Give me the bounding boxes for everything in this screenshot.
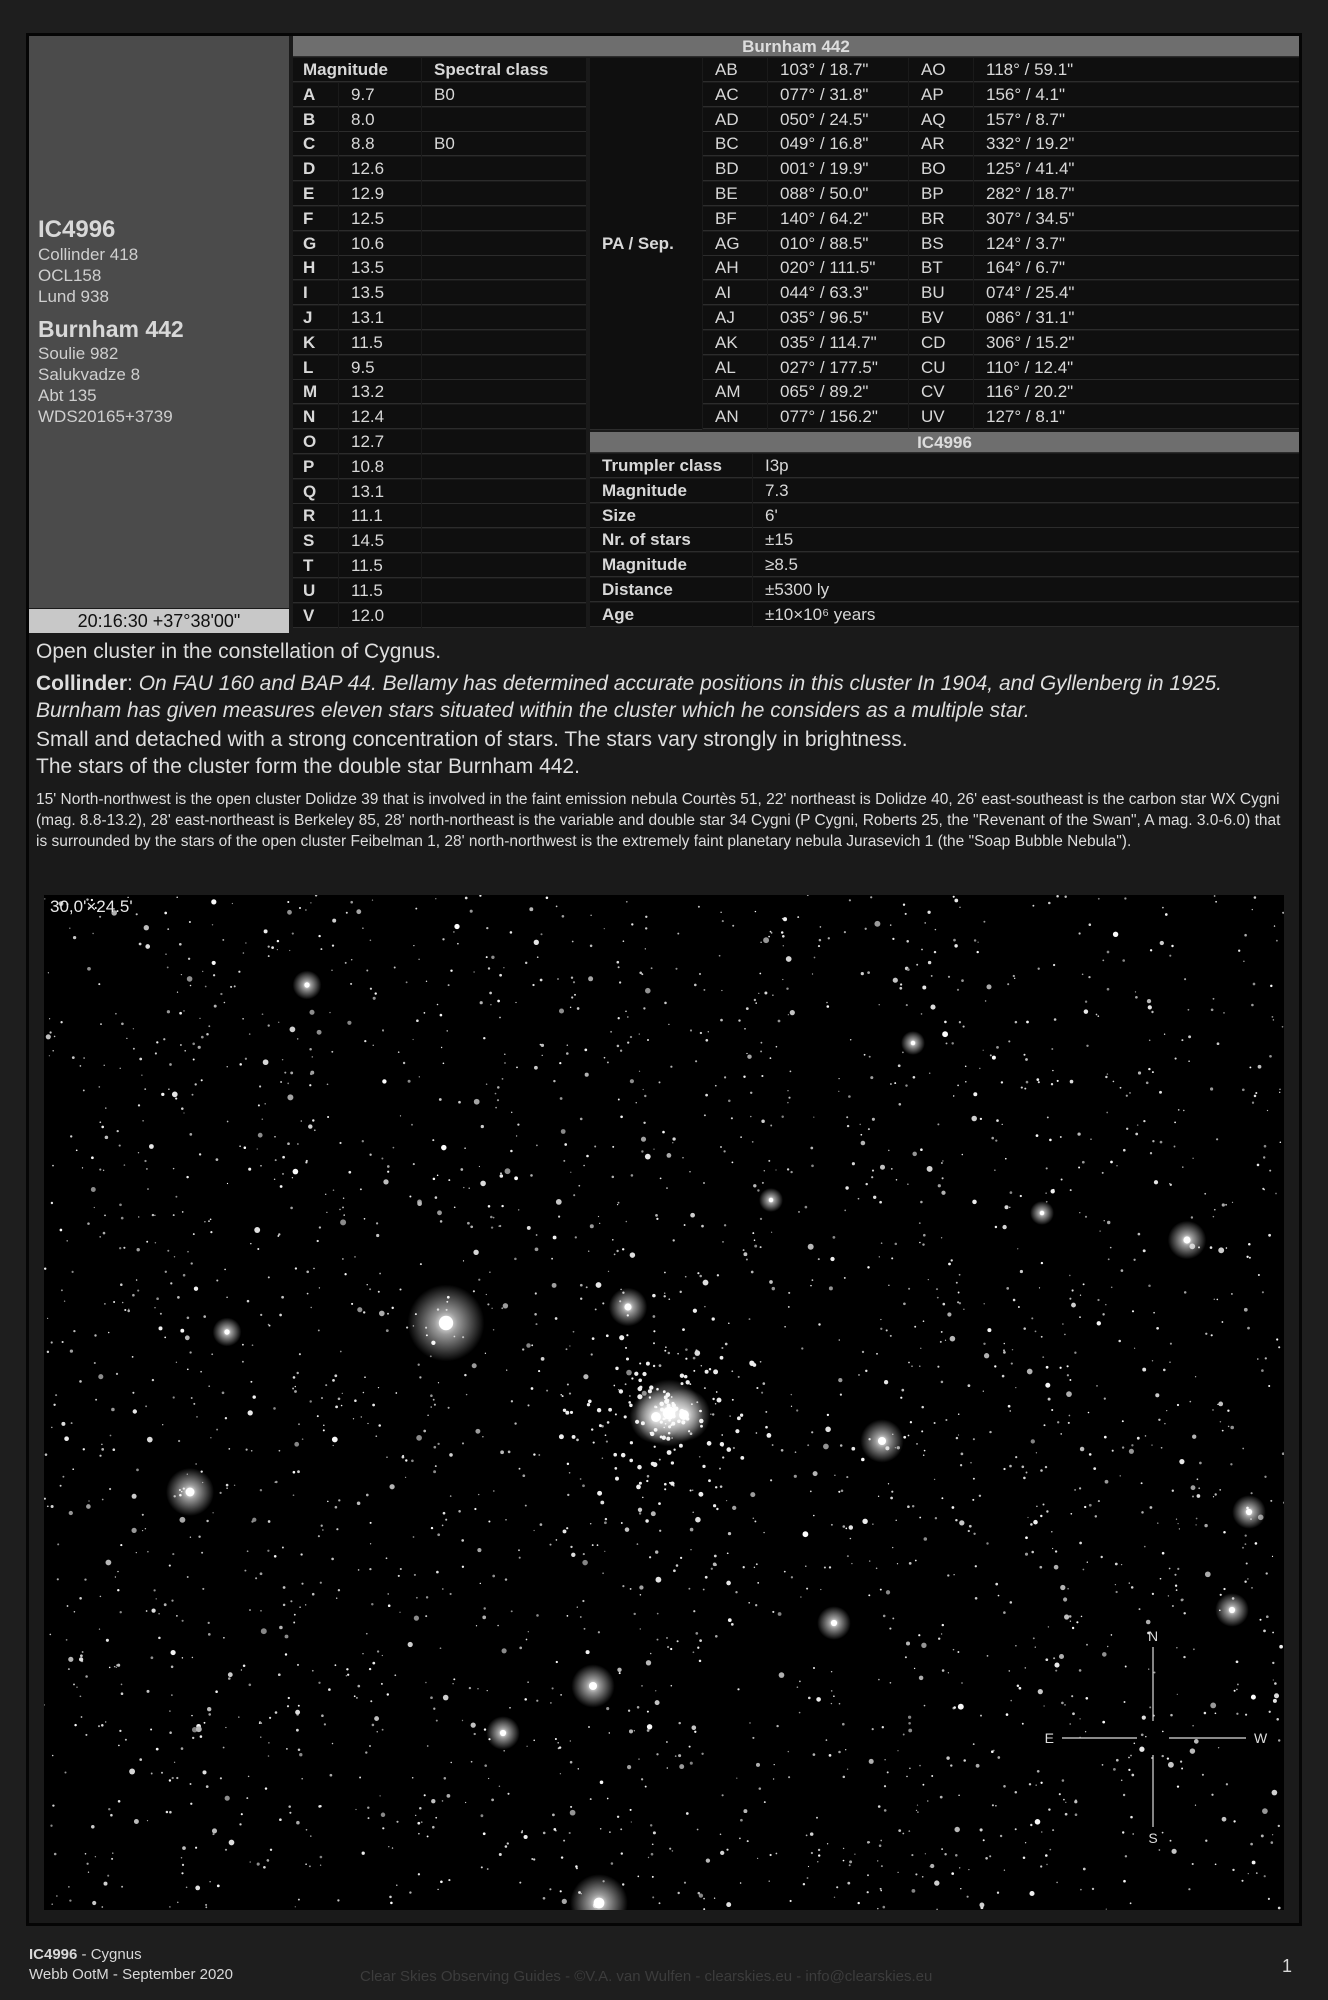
star-magnitude: 14.5 xyxy=(339,529,421,553)
star-magnitude: 8.0 xyxy=(339,108,421,132)
star-magnitude: 11.1 xyxy=(339,504,421,528)
pair-name: AO xyxy=(909,58,973,82)
pair-name: AK xyxy=(703,331,767,355)
star-letter: E xyxy=(293,182,338,206)
ic-property: Magnitude xyxy=(590,479,752,503)
pair-pa-sep: 035° / 114.7" xyxy=(768,331,908,355)
desc-line3: Small and detached with a strong concentration of stars. The stars vary strongly in brightness. xyxy=(36,728,908,751)
star-magnitude: 10.6 xyxy=(339,232,421,256)
star-spectral-class xyxy=(422,380,586,404)
desc-collinder: Collinder: On FAU 160 and BAP 44. Bellamy has determined accurate positions in this cluster In 1904, and Gyllenberg in 1925. Burnham has given measures eleven stars situated within the cluster which he considers as a multiple star. xyxy=(36,672,1222,722)
pair-pa-sep: 074° / 25.4" xyxy=(974,281,1299,305)
object-title-ic4996: IC4996 xyxy=(38,216,116,243)
star-letter: B xyxy=(293,108,338,132)
compass-w: W xyxy=(1254,1730,1268,1746)
star-letter: T xyxy=(293,554,338,578)
ic-value: 7.3 xyxy=(753,479,1299,503)
star-letter: K xyxy=(293,331,338,355)
pair-pa-sep: 077° / 156.2" xyxy=(768,405,908,429)
pair-pa-sep: 035° / 96.5" xyxy=(768,306,908,330)
pair-pa-sep: 001° / 19.9" xyxy=(768,157,908,181)
desc-intro: Open cluster in the constellation of Cygnus. xyxy=(36,640,442,663)
pair-name: BE xyxy=(703,182,767,206)
star-magnitude: 13.5 xyxy=(339,281,421,305)
compass-rose xyxy=(1062,1647,1246,1827)
pair-name: CU xyxy=(909,356,973,380)
object-title-burnham: Burnham 442 xyxy=(38,316,184,342)
pair-name: AN xyxy=(703,405,767,429)
star-letter: G xyxy=(293,232,338,256)
pair-pa-sep: 077° / 31.8" xyxy=(768,83,908,107)
pair-pa-sep: 140° / 64.2" xyxy=(768,207,908,231)
alt-name: Lund 938 xyxy=(38,287,109,306)
star-spectral-class: B0 xyxy=(422,132,586,156)
pair-pa-sep: 125° / 41.4" xyxy=(974,157,1299,181)
pair-pa-sep: 127° / 8.1" xyxy=(974,405,1299,429)
pair-name: BU xyxy=(909,281,973,305)
pair-pa-sep: 065° / 89.2" xyxy=(768,380,908,404)
star-spectral-class xyxy=(422,108,586,132)
star-magnitude: 12.9 xyxy=(339,182,421,206)
pair-pa-sep: 307° / 34.5" xyxy=(974,207,1299,231)
alt-name: Abt 135 xyxy=(38,386,97,405)
pair-name: UV xyxy=(909,405,973,429)
star-spectral-class xyxy=(422,207,586,231)
star-spectral-class xyxy=(422,529,586,553)
collinder-text: On FAU 160 and BAP 44. Bellamy has determined accurate positions in this cluster In 1904, and Gyllenberg in 1925. Burnham has given measures eleven stars situated within the cluster which he considers as a multiple star. xyxy=(36,672,1222,722)
ic-value: ≥8.5 xyxy=(753,553,1299,577)
pair-pa-sep: 110° / 12.4" xyxy=(974,356,1299,380)
pair-name: BT xyxy=(909,256,973,280)
pair-name: AQ xyxy=(909,108,973,132)
star-magnitude: 13.2 xyxy=(339,380,421,404)
pair-name: BD xyxy=(703,157,767,181)
pair-name: BP xyxy=(909,182,973,206)
spectral-col-header: Spectral class xyxy=(422,58,586,82)
star-magnitude: 12.7 xyxy=(339,430,421,454)
star-spectral-class: B0 xyxy=(422,83,586,107)
star-letter: V xyxy=(293,604,338,628)
pair-pa-sep: 044° / 63.3" xyxy=(768,281,908,305)
pair-name: AP xyxy=(909,83,973,107)
footer-title xyxy=(29,1946,142,1963)
star-letter: O xyxy=(293,430,338,454)
pair-name: AI xyxy=(703,281,767,305)
ic-value: ±15 xyxy=(753,528,1299,552)
alt-name: Soulie 982 xyxy=(38,344,119,363)
star-field xyxy=(44,895,1284,1910)
footer-credit: Clear Skies Observing Guides - ©V.A. van Wulfen - clearskies.eu - info@clearskies.eu xyxy=(360,1968,933,1985)
star-spectral-class xyxy=(422,579,586,603)
pair-name: BC xyxy=(703,132,767,156)
ic-property: Distance xyxy=(590,578,752,602)
ic-property: Size xyxy=(590,504,752,528)
star-letter: L xyxy=(293,356,338,380)
star-letter: C xyxy=(293,132,338,156)
pair-name: AC xyxy=(703,83,767,107)
pair-name: BR xyxy=(909,207,973,231)
pair-name: AH xyxy=(703,256,767,280)
star-magnitude: 13.1 xyxy=(339,306,421,330)
pair-pa-sep: 164° / 6.7" xyxy=(974,256,1299,280)
star-magnitude: 13.5 xyxy=(339,256,421,280)
field-of-view: 30,0'×24.5' xyxy=(50,897,133,916)
footer-constellation: - Cygnus xyxy=(77,1946,142,1963)
star-magnitude: 12.6 xyxy=(339,157,421,181)
star-spectral-class xyxy=(422,331,586,355)
star-letter: R xyxy=(293,504,338,528)
pair-pa-sep: 282° / 18.7" xyxy=(974,182,1299,206)
ic-value: 6' xyxy=(753,504,1299,528)
star-field-image xyxy=(44,895,1284,1910)
pa-sep-label: PA / Sep. xyxy=(590,58,702,430)
pair-pa-sep: 049° / 16.8" xyxy=(768,132,908,156)
pair-pa-sep: 118° / 59.1" xyxy=(974,58,1299,82)
ic-value: ±10×10⁶ years xyxy=(753,603,1299,627)
star-spectral-class xyxy=(422,157,586,181)
star-magnitude: 9.5 xyxy=(339,356,421,380)
pair-pa-sep: 027° / 177.5" xyxy=(768,356,908,380)
pair-name: BS xyxy=(909,232,973,256)
ic-property: Trumpler class xyxy=(590,454,752,478)
star-magnitude: 11.5 xyxy=(339,579,421,603)
star-spectral-class xyxy=(422,256,586,280)
pair-pa-sep: 086° / 31.1" xyxy=(974,306,1299,330)
star-magnitude: 9.7 xyxy=(339,83,421,107)
star-spectral-class xyxy=(422,455,586,479)
ic-property: Nr. of stars xyxy=(590,528,752,552)
footer-object: IC4996 xyxy=(29,1946,78,1963)
compass-e: E xyxy=(1044,1730,1054,1746)
desc-neighbourhood: 15' North-northwest is the open cluster Dolidze 39 that is involved in the faint emission nebula Courtès 51, 22' northeast is Dolidze 40, 26' east-southeast is the carbon star WX Cygni (mag. 8.8-13.2), 28' east-northeast is Berkeley 85, 28' north-northeast is the variable and double star 34 Cygni (P Cygni, Roberts 25, the "Revenant of the Swan", A mag. 3.0-6.0) that is surrounded by the stars of the open cluster Feibelman 1, 28' north-northwest is the extremely faint planetary nebula Jurasevich 1 (the "Soap Bubble Nebula"). xyxy=(36,791,1281,850)
star-spectral-class xyxy=(422,554,586,578)
pair-name: BV xyxy=(909,306,973,330)
star-letter: F xyxy=(293,207,338,231)
ic-value: ±5300 ly xyxy=(753,578,1299,602)
desc-line4: The stars of the cluster form the double star Burnham 442. xyxy=(36,755,580,778)
star-magnitude: 10.8 xyxy=(339,455,421,479)
ic-property: Age xyxy=(590,603,752,627)
star-letter: J xyxy=(293,306,338,330)
star-letter: S xyxy=(293,529,338,553)
alt-name: OCL158 xyxy=(38,266,102,285)
star-letter: U xyxy=(293,579,338,603)
burnham-header: Burnham 442 xyxy=(293,36,1299,57)
pair-pa-sep: 332° / 19.2" xyxy=(974,132,1299,156)
pair-name: CV xyxy=(909,380,973,404)
collinder-label: Collinder xyxy=(36,672,128,695)
star-spectral-class xyxy=(422,430,586,454)
star-letter: M xyxy=(293,380,338,404)
footer-subtitle: Webb OotM - September 2020 xyxy=(29,1966,233,1983)
star-magnitude: 11.5 xyxy=(339,554,421,578)
star-letter: P xyxy=(293,455,338,479)
pair-pa-sep: 010° / 88.5" xyxy=(768,232,908,256)
alt-name: WDS20165+3739 xyxy=(38,407,173,426)
pair-pa-sep: 050° / 24.5" xyxy=(768,108,908,132)
pair-name: AB xyxy=(703,58,767,82)
star-spectral-class xyxy=(422,281,586,305)
pair-name: AL xyxy=(703,356,767,380)
star-spectral-class xyxy=(422,405,586,429)
star-magnitude: 12.5 xyxy=(339,207,421,231)
page-number: 1 xyxy=(1282,1956,1293,1976)
pair-name: BF xyxy=(703,207,767,231)
pair-pa-sep: 306° / 15.2" xyxy=(974,331,1299,355)
star-spectral-class xyxy=(422,604,586,628)
pair-pa-sep: 020° / 111.5" xyxy=(768,256,908,280)
star-spectral-class xyxy=(422,232,586,256)
pair-name: AD xyxy=(703,108,767,132)
alt-name: Collinder 418 xyxy=(38,245,139,264)
ic-header: IC4996 xyxy=(590,432,1299,453)
bright-stars xyxy=(166,971,1266,1910)
star-letter: A xyxy=(293,83,338,107)
coordinates: 20:16:30 +37°38'00" xyxy=(29,609,289,633)
pair-pa-sep: 157° / 8.7" xyxy=(974,108,1299,132)
star-letter: H xyxy=(293,256,338,280)
pair-name: AG xyxy=(703,232,767,256)
star-letter: N xyxy=(293,405,338,429)
star-magnitude: 11.5 xyxy=(339,331,421,355)
alt-name: Salukvadze 8 xyxy=(38,365,141,384)
pair-pa-sep: 124° / 3.7" xyxy=(974,232,1299,256)
pair-pa-sep: 156° / 4.1" xyxy=(974,83,1299,107)
ic-property: Magnitude xyxy=(590,553,752,577)
ic-value: I3p xyxy=(753,454,1299,478)
star-letter: I xyxy=(293,281,338,305)
object-names-panel xyxy=(29,36,289,608)
description xyxy=(29,636,1299,876)
star-spectral-class xyxy=(422,504,586,528)
star-magnitude: 8.8 xyxy=(339,132,421,156)
pair-name: CD xyxy=(909,331,973,355)
pair-pa-sep: 103° / 18.7" xyxy=(768,58,908,82)
star-spectral-class xyxy=(422,182,586,206)
mag-col-header: Magnitude xyxy=(293,58,421,82)
pair-name: BO xyxy=(909,157,973,181)
pair-name: AJ xyxy=(703,306,767,330)
star-spectral-class xyxy=(422,480,586,504)
star-letter: Q xyxy=(293,480,338,504)
star-spectral-class xyxy=(422,306,586,330)
star-spectral-class xyxy=(422,356,586,380)
star-magnitude: 13.1 xyxy=(339,480,421,504)
compass-s: S xyxy=(1148,1830,1158,1846)
star-letter: D xyxy=(293,157,338,181)
compass-n: N xyxy=(1147,1628,1159,1644)
pair-pa-sep: 088° / 50.0" xyxy=(768,182,908,206)
pair-name: AM xyxy=(703,380,767,404)
star-magnitude: 12.0 xyxy=(339,604,421,628)
star-magnitude: 12.4 xyxy=(339,405,421,429)
pair-pa-sep: 116° / 20.2" xyxy=(974,380,1299,404)
pair-name: AR xyxy=(909,132,973,156)
